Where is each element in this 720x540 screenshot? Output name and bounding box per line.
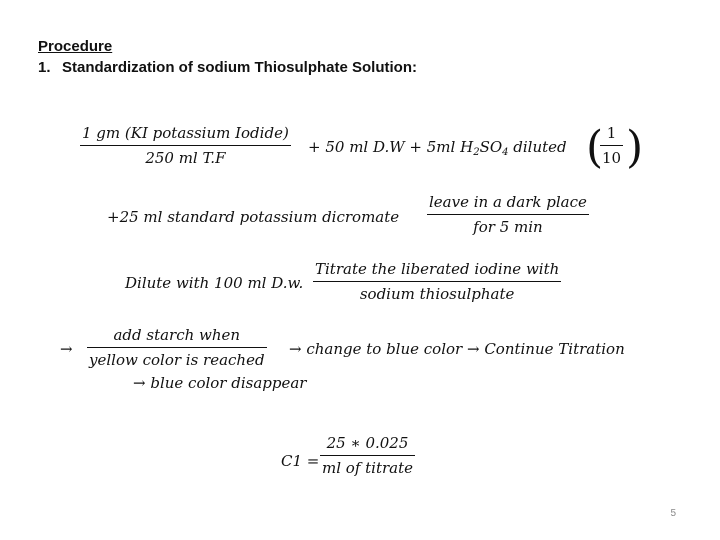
dark-place-bar (427, 214, 589, 215)
starch-numerator: add starch when (113, 326, 241, 344)
section-heading (38, 59, 417, 76)
titrate-denominator: sodium thiosulphate (359, 285, 515, 303)
titrate-bar (313, 281, 561, 282)
right-paren: ) (626, 122, 644, 173)
dark-place-denominator: for 5 min (473, 218, 543, 236)
dilute-text: Dilute with 100 ml D.w. (125, 274, 304, 292)
starch-denominator: yellow color is reached (89, 351, 265, 369)
dilution-fraction (600, 124, 623, 167)
titrate-fraction (313, 260, 561, 303)
section-number: 1. (38, 59, 51, 76)
ki-fraction-bar (80, 145, 291, 146)
c1-numerator: 25 ∗ 0.025 (326, 434, 409, 452)
c1-label: C1 = (281, 452, 320, 470)
section-title: Standardization of sodium Thiosulphate Solution: (62, 59, 417, 76)
left-paren: ( (586, 122, 604, 173)
dilution-denominator: 10 (602, 149, 622, 167)
c1-fraction (320, 434, 415, 477)
dark-place-fraction (427, 193, 589, 236)
c1-bar (320, 455, 415, 456)
so4-subscript: 4 (502, 147, 509, 158)
leading-arrow: → (60, 340, 73, 358)
dichromate-text: +25 ml standard potassium dicromate (107, 208, 400, 226)
so-text: SO (479, 138, 503, 156)
blue-color-chain: → change to blue color → Continue Titration (289, 340, 625, 358)
starch-fraction (87, 326, 267, 369)
dilution-numerator: 1 (606, 124, 617, 142)
step1-mid-text: + 50 ml D.W + 5ml H (308, 138, 474, 156)
diluted-text: diluted (508, 138, 567, 156)
step1-additions (308, 138, 567, 158)
ki-fraction-numerator: 1 gm (KI potassium Iodide) (82, 124, 289, 142)
starch-bar (87, 347, 267, 348)
ki-fraction-denominator: 250 ml T.F (145, 149, 226, 167)
dark-place-numerator: leave in a dark place (429, 193, 587, 211)
h2-subscript: 2 (473, 147, 480, 158)
c1-denominator: ml of titrate (322, 459, 414, 477)
ki-fraction (80, 124, 291, 167)
page-number: 5 (670, 508, 676, 519)
titrate-numerator: Titrate the liberated iodine with (315, 260, 560, 278)
procedure-heading: Procedure (38, 38, 113, 55)
disappear-line: → blue color disappear (133, 374, 307, 392)
dilution-bar (600, 145, 623, 146)
